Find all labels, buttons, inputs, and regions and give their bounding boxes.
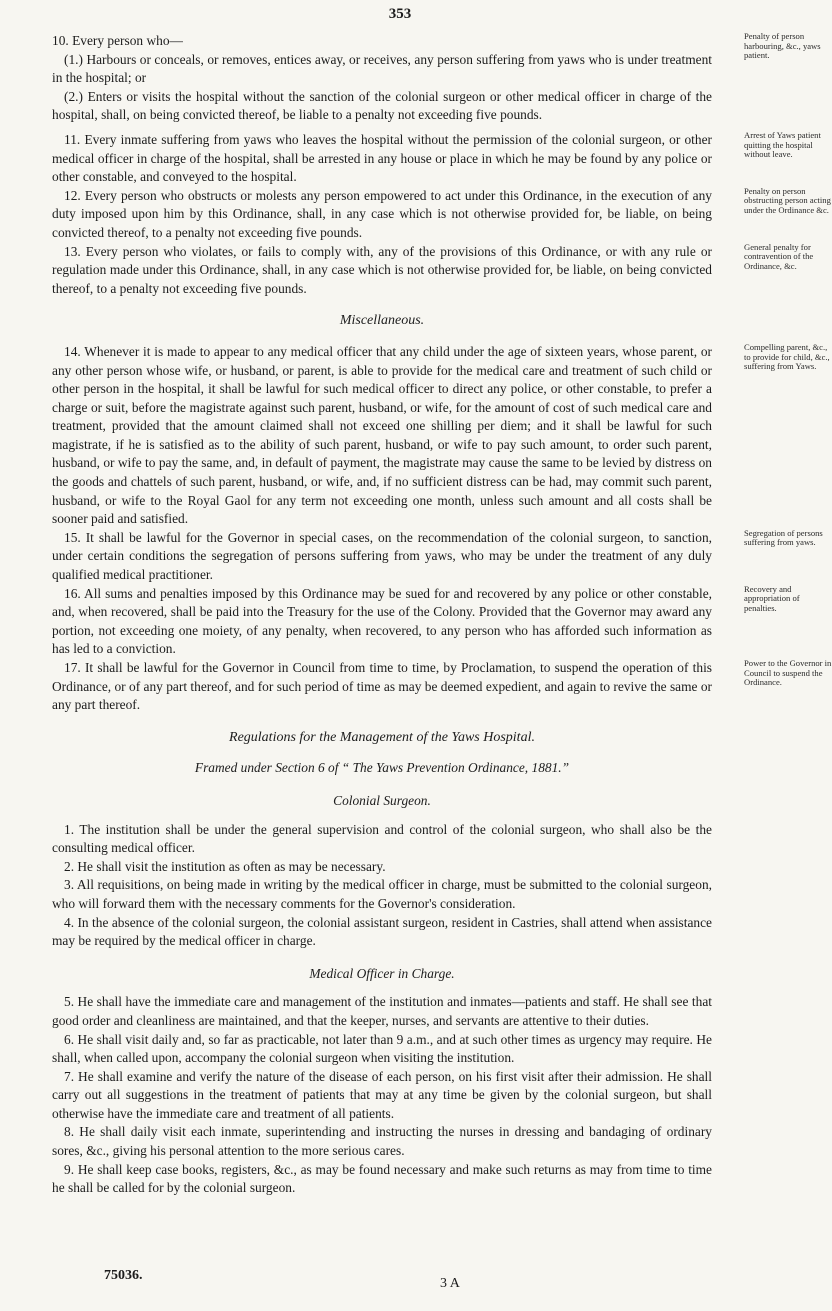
regulation-3: 3. All requisitions, on being made in writing by the medical officer in charge, must be submitted to the colonial surgeon, who will forward them with the necessary comments for the Governor's consideration. bbox=[52, 877, 712, 911]
regulations-heading: Regulations for the Management of the Yaws Hospital. bbox=[229, 729, 535, 745]
section-10-lead: 10. Every person who— bbox=[52, 33, 183, 48]
regulation-1: 1. The institution shall be under the general supervision and control of the colonial surgeon, who shall also be the consulting medical officer. bbox=[52, 821, 712, 856]
margin-note-12: Penalty on person obstructing person acting under the Ordinance &c. bbox=[744, 185, 831, 215]
margin-note-15: Segregation of persons suffering from yaws. bbox=[744, 527, 823, 548]
colonial-surgeon-heading: Colonial Surgeon. bbox=[333, 792, 431, 808]
miscellaneous-heading: Miscellaneous. bbox=[339, 313, 425, 329]
regulation-9: 9. He shall keep case books, registers, &c., as may be found necessary and make such returns as may from time to time he shall be called for by the colonial surgeon. bbox=[52, 1161, 712, 1196]
regulation-8: 8. He shall daily visit each inmate, superintending and instructing the nurses in dressing and bandaging of ordinary sores, &c., giving his personal attention to the more serious cares. bbox=[52, 1124, 712, 1159]
margin-note-14: Compelling parent, &c., to provide for child, &c., suffering from Yaws. bbox=[744, 341, 830, 372]
regulation-6: 6. He shall visit daily and, so far as practicable, not later than 9 a.m., and at such other times as urgency may require. He shall, when called upon, accompany the colonial surgeon when visiting the institution. bbox=[52, 1031, 712, 1066]
section-12 bbox=[52, 185, 831, 243]
section-14-text: 14. Whenever it is made to appear to any medical officer that any child under the age of sixteen years, whose parent, or any other person whose wife, or husband, or parent, is able to provide for the medical care and treatment of such child or other person in the hospital, it shall be lawful for such medical officer to direct any police, or other constable, to prefer a charge or suit, before the magistrate against such parent, husband, or wife, for the amount of cost of such medical care and treatment, provided that the amount claimed shall not exceed one shilling per diem; and it shall be lawful for such magistrate, if he is satisfied as to the ability of such parent, husband, or wife to pay such amount, to order such parent, husband, or wife to pay the same, and, in default of payment, the magistrate may cause the same to be levied by distress on the goods and chattels of such parent, husband, or wife, and, if no sufficient distress can be had, may commit such parent, husband, or wife to the Royal Gaol for any term not exceeding one month, unless such amount and all costs shall be sooner paid and satisfied. bbox=[52, 343, 712, 527]
regulation-2: 2. He shall visit the institution as often as may be necessary. bbox=[64, 858, 386, 874]
section-11 bbox=[52, 129, 821, 187]
section-13 bbox=[52, 241, 814, 299]
section-11-text: 11. Every inmate suffering from yaws who leaves the hospital without the permission of the colonial surgeon, or other medical officer in charge of the hospital, shall be arrested in any house or place in which he may be found by any police or other constable, and conveyed to the hospital. bbox=[52, 131, 712, 185]
margin-note-17: Power to the Governor in Council to suspend the Ordinance. bbox=[744, 658, 832, 688]
section-12-text: 12. Every person who obstructs or molests any person empowered to act under this Ordinance, in the execution of any duty imposed upon him by this Ordinance, shall, in any case which is not otherwise provided for, be liable, on being convicted thereof, to a penalty not exceeding five pounds. bbox=[52, 187, 712, 240]
margin-note-13: General penalty for contravention of the Ordinance, &c. bbox=[744, 241, 814, 271]
section-16-text: 16. All sums and penalties imposed by this Ordinance may be sued for and recovered by any police or other constable, and, when recovered, shall be paid into the Treasury for the use of the Colony. Provided that the Governor may award any portion, not exceeding one moiety, of any penalty, when recovered, to any person who has afforded such information as has led to a conviction. bbox=[52, 585, 712, 657]
regulation-7: 7. He shall examine and verify the nature of the disease of each person, on his first visit after their admission. He shall carry out all suggestions in the treatment of patients that may at any time be given by the colonial surgeon, but shall otherwise have the immediate care and treatment of all patients. bbox=[52, 1068, 712, 1121]
signature-mark: 3 A bbox=[440, 1276, 460, 1291]
section-15-text: 15. It shall be lawful for the Governor in special cases, on the recommendation of the colonial surgeon, to sanction, under certain conditions the segregation of persons suffering from yaws, who may be under the treatment of any duly qualified medical practitioner. bbox=[52, 529, 712, 583]
medical-officer-heading: Medical Officer in Charge. bbox=[309, 965, 455, 981]
section-13-text: 13. Every person who violates, or fails to comply with, any of the provisions of this Ordinance, or with any rule or regulation made under this Ordinance, shall, in any case which is not otherwise provided for, be liable, on being convicted thereof, to a penalty not exceeding five pounds. bbox=[52, 243, 712, 296]
section-10-clause-2: (2.) Enters or visits the hospital without the sanction of the colonial surgeon or other medical officer in charge of the hospital, shall, on being convicted thereof, be liable to a penalty not exceeding five pounds. bbox=[52, 88, 712, 123]
section-16 bbox=[52, 583, 800, 659]
regulation-5: 5. He shall have the immediate care and management of the institution and inmates—patients and staff. He shall see that good order and cleanliness are maintained, and that the keeper, nurses, and servants are attentive to their duties. bbox=[52, 994, 712, 1028]
section-14 bbox=[52, 341, 830, 529]
section-17-text: 17. It shall be lawful for the Governor in Council from time to time, by Proclamation, to suspend the operation of this Ordinance, or of any part thereof, and for such period of time as may be deemed expedient, and again to revive the same or any part thereof. bbox=[52, 660, 712, 713]
print-code: 75036. bbox=[104, 1268, 143, 1283]
margin-note-10: Penalty of person harbouring, &c., yaws patient. bbox=[744, 31, 821, 61]
margin-note-16: Recovery and appropriation of penalties. bbox=[744, 583, 800, 613]
section-15 bbox=[52, 527, 823, 585]
margin-note-11: Arrest of Yaws patient quitting the hospital without leave. bbox=[744, 129, 821, 160]
regulation-4: 4. In the absence of the colonial surgeon, the colonial assistant surgeon, resident in Castries, shall attend when assistance may be required by the medical officer in charge. bbox=[52, 914, 712, 949]
section-10 bbox=[52, 31, 821, 125]
page-number: 353 bbox=[388, 6, 412, 22]
section-17 bbox=[52, 658, 832, 715]
framed-under-line: Framed under Section 6 of “ The Yaws Prevention Ordinance, 1881.” bbox=[194, 760, 570, 776]
section-10-clause-1: (1.) Harbours or conceals, or removes, entices away, or receives, any person suffering from yaws who is under treatment in the hospital; or bbox=[52, 51, 712, 86]
page-body bbox=[52, 31, 832, 1198]
